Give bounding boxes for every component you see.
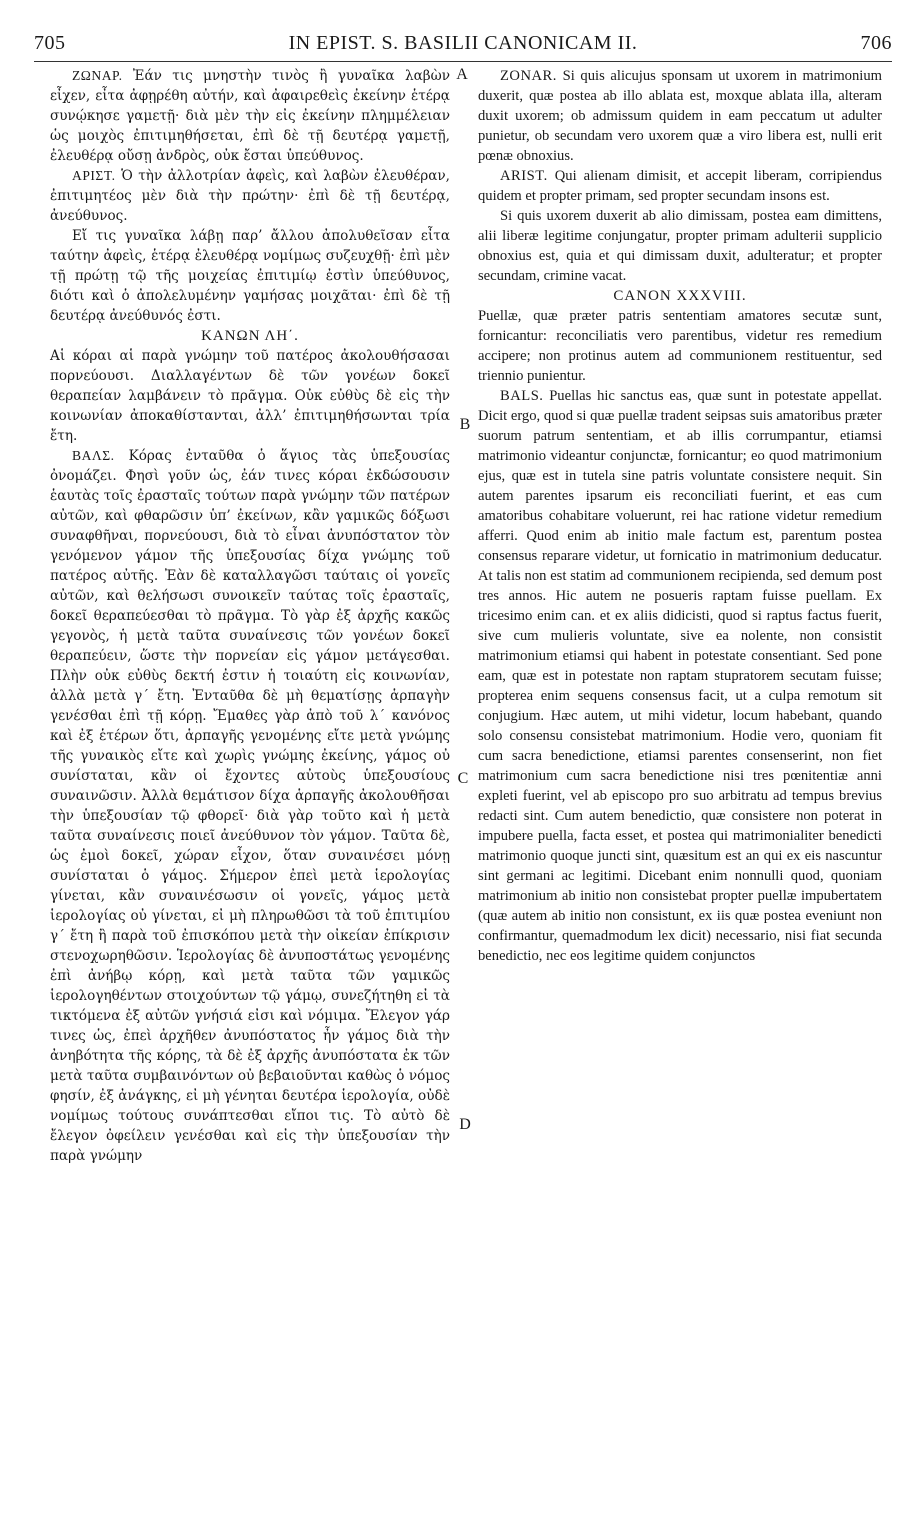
running-title: IN EPIST. S. BASILII CANONICAM II. <box>288 32 638 54</box>
latin-canon-text: Puellæ, quæ præter patris sententiam amatores secutæ sunt, fornicantur: reconciliatis vero parentibus, videtur res remedium accipere; non protinus autem ad communionem restituentur, sed triennio punientur. <box>478 308 882 384</box>
greek-zonar-text: Ἐάν τις μνηστὴν τινὸς ἢ γυναῖκα λαβὼν εἶχεν, εἶτα ἀφῃρέθη αὐτήν, καὶ ἀφαιρεθεὶς ἐκείνην ἑτέρᾳ συνῴκησε γαμετῇ· διὰ μὲν τὴν εἰς ἐκείνην πλημμέλειαν ὡς μοιχὸς ἐπιτιμηθήσεται, ἐπὶ δὲ τῇ δευτέρᾳ γαμετῇ, ἐλευθέρᾳ οὔσῃ ἀνδρὸς, οὐκ ἔσται ὑπεύθυνος. <box>50 68 450 164</box>
greek-arist-paragraph-2: Εἴ τις γυναῖκα λάβῃ παρ’ ἄλλου ἀπολυθεῖσαν εἶτα ταύτην ἀφεὶς, ἑτέρᾳ ἐλευθέρᾳ νομίμως συζευχθῇ· ἐπὶ μὲν τῇ πρώτῃ τῷ τῆς μοιχείας ἐπιτιμίῳ ἐστὶν ὑπεύθυνος, διότι καὶ ὁ ἀπολελυμένην γαμήσας μοιχᾶται· ἐπὶ δὲ τῇ δευτέρᾳ ἀνεύθυνός ἐστι. <box>50 228 450 324</box>
greek-arist-text: Ὁ τὴν ἀλλοτρίαν ἀφεὶς, καὶ λαβὼν ἐλευθέραν, ἐπιτιμητέος μὲν διὰ τὴν πρώτην· ἐπὶ δὲ τῇ δευτέρᾳ, ἀνεύθυνος. <box>50 168 450 224</box>
greek-canon-text: Αἱ κόραι αἱ παρὰ γνώμην τοῦ πατέρος ἀκολουθήσασαι πορνεύουσι. Διαλλαγέντων δὲ τῶν γονέων δοκεῖ θεραπείαν λαμβάνειν τὸ πρᾶγμα. Οὐκ εὐθὺς δὲ εἰς τὴν κοινωνίαν ἀποκαθίστανται, ἀλλ’ ἐπιτιμηθήσωνται τρία ἔτη. <box>50 348 450 444</box>
greek-canon-heading: ΚΑΝΩΝ ΛΗ΄. <box>201 328 299 344</box>
latin-arist-paragraph <box>478 166 882 206</box>
latin-bals-label: BALS. <box>500 388 544 404</box>
margin-letter-b: B <box>459 416 471 433</box>
greek-arist-label: ΑΡΙΣΤ. <box>72 168 116 183</box>
latin-column <box>478 66 882 966</box>
latin-arist-text: Qui alienam dimisit, et accepit liberam, corripiendus quidem et propter primam, sed propter secundam insons est. <box>478 168 882 204</box>
latin-arist-label: ARIST. <box>500 168 548 184</box>
latin-zonar-paragraph <box>478 66 882 166</box>
page-number-left: 705 <box>34 32 66 54</box>
header-rule <box>34 61 892 62</box>
page-number-right: 706 <box>860 32 892 54</box>
latin-bals-paragraph <box>478 386 882 966</box>
running-header <box>34 32 892 60</box>
greek-bals-label: ΒΑΛΣ. <box>72 448 115 463</box>
latin-zonar-text: Si quis alicujus sponsam ut uxorem in matrimonium duxerit, quæ postea ab illo ablata est, moxque ablata illa, alteram duxit uxorem; ob admissum quidem in eam peccatum ut adulter punietur, ob secundam vero uxorem quæ a viro libera est, nulli erit pœnæ obnoxius. <box>478 68 882 164</box>
greek-arist-paragraph <box>50 166 450 226</box>
latin-bals-text: Puellas hic sanctus eas, quæ sunt in potestate appellat. Dicit ergo, quod si quæ puellæ tradent seipsas suis amatoribus præter suorum patrum sententiam, et ab illis corrumpantur, etiamsi matrimonio videantur conjunctæ, fornicantur; eo quod matrimonium ejus, quæ est in tutela sine patris voluntate consistere nequit. Sin autem parentes ipsarum eis reconciliati fuerint, et eas cum amatoribus cohabitare voluerunt, rei hac ratione videtur remedium afferri. Quod enim ab initio male factum est, parentum postea consensus reparare videtur, ut fornicatio in matrimonium deducatur. At talis non est statim ad communionem recipienda, sed demum post tres annos. Hic autem ne posueris raptam fuisse puellam. Ex tricesimo enim can. et ex aliis didicisti, quod si raptus factus fuerit, sive cum mulieris voluntate, sive ea nolente, non consistit matrimonium etiamsi qui habent in potestate consentiant. Sed pone eam, quæ est in potestate non raptam stupratorem secutam fuisse; propterea enim sequens consensus facit, ut a culpa remotum sit conjugium. Hæc autem, ut mihi videtur, locum habebant, quando solo consensu consistebat matrimonium. Hodie vero, quoniam fit cum sacra benedictione, etiamsi parentes consenserint, non fiet matrimonium cum sacra benedictione nisi tres pœnitentiæ anni expleti fuerint, vel ab episcopo pro suo arbitratu ad tempus brevius redacti sint. Cum autem benedictio, quæ consistere non poterat in impubere puella, facta esset, et postea qui matrimonialiter benedicti matrimonio quoque juncti sint, quæsitum est an qui ex eis nascuntur sint germani ac legitimi. Dicebant enim nonnulli quod, quoniam matrimonium ab initio non consistebat propter puellæ impubertatem (quæ autem ab initio non consistunt, ex iis quæ postea eveniunt non confirmantur, quemadmodum lex dicit) necessario, nisi fiat secunda benedictio, nec eos legitime quidem conjunctos <box>478 388 882 964</box>
greek-bals-paragraph <box>50 446 450 1166</box>
greek-bals-text: Κόρας ἐνταῦθα ὁ ἅγιος τὰς ὑπεξουσίας ὀνομάζει. Φησὶ γοῦν ὡς, ἐάν τινες κόραι ἐκδώσουσιν ἑαυτὰς τοῖς ἐρασταῖς τούτων παρὰ γνώμην τῶν πατέρων αὐτῶν, καὶ φθαρῶσιν ὑπ’ ἐκείνων, κἂν γαμικῶς δόξωσι συναφθῆναι, πορνεύουσι, διὰ τὸ εἶναι ἀνυπόστατον τὸν γενόμενον γάμον τῆς ὑπεξουσίας δίχα γνώμης τοῦ πατέρος αὐτῆς. Ἐὰν δὲ καταλλαγῶσι ταύταις οἱ γονεῖς αὐτῶν, καὶ θελήσωσι συνοικεῖν ταύτας τοῖς ἐρασταῖς, δοκεῖ θεραπεύεσθαι τὸ πρᾶγμα. Τὸ γὰρ ἐξ ἀρχῆς κακῶς γεγονὸς, ἡ μετὰ ταῦτα συναίνεσις τῶν γονέων δοκεῖ θεραπεύειν, ὥστε τὴν πορνείαν εἰς γάμον μετάγεσθαι. Πλὴν οὐκ εὐθὺς δεκτή ἐστιν ἡ τοιαύτη εἰς κοινωνίαν, ἀλλὰ μετὰ γ΄ ἔτη. Ἐνταῦθα δὲ μὴ θεματίσῃς ἁρπαγὴν γενέσθαι ἐπὶ τῇ κόρῃ. Ἔμαθες γὰρ ἀπὸ τοῦ λ΄ κανόνος καὶ ἐξ ἑτέρων ὅτι, ἁρπαγῆς γενομένης εἴτε μετὰ γνώμης τῆς γυναικὸς εἴτε καὶ χωρὶς γνώμης ἐκείνης, γάμος οὐ συνίσταται, κἂν οἱ ἔχοντες αὐτοὺς ὑπεξουσίους συναινῶσιν. Ἀλλὰ θεμάτισον δίχα ἁρπαγῆς ἀκολουθῆσαι τὴν ὑπεξουσίαν τῷ φθορεῖ· διὰ γὰρ τοῦτο καὶ ἡ μετὰ ταῦτα συναίνεσις ποιεῖ ἀνεύθυνον τὸν γάμον. Ταῦτα δὲ, ὡς ἐμοὶ δοκεῖ, χώραν εἶχον, ὅταν συναινέσει μόνῃ συνίσταται ὁ γάμος. Σήμερον ἐπεὶ μετὰ ἱερολογίας γίνεται, κἂν συναινέσωσιν οἱ γονεῖς, γάμος μετὰ ἱερολογίας οὐ γίνεται, εἰ μὴ πληρωθῶσι τὰ τοῦ ἐπιτιμίου γ΄ ἔτη ἢ παρὰ τοῦ ἐπισκόπου μετὰ τὴν οἰκείαν ἐπίκρισιν στενοχωρηθῶσιν. Ἱερολογίας δὲ ἀνυποστάτως γενομένης ἐπὶ ἀνήβῳ κόρῃ, καὶ μετὰ ταῦτα τῶν γαμικῶς ἱερολογηθέντων στοιχούντων τῷ γάμῳ, συνεζήτηθη εἰ τὰ τικτόμενα ἐξ αὐτῶν γνήσιά εἰσι καὶ νόμιμα. Ἔλεγον γάρ τινες ὡς, ἐπεὶ ἀρχῆθεν ἀνυπόστατος ἦν γάμος διὰ τὴν ἀνηβότητα τῆς κόρης, τὰ δὲ ἐξ ἀρχῆς ἀνυπόστατα ἐκ τῶν μετὰ ταῦτα συμβαινόντων οὐ βεβαιοῦνται καθὼς ὁ νόμος φησίν, ἐξ ἀνάγκης, εἰ μὴ γένηται δευτέρα ἱερολογία, οὐδὲ νομίμως τούτους συνάπτεσθαι εἴποι τις. Τὸ αὐτὸ δὲ ἔλεγον ὀφείλειν γενέσθαι καὶ εἰς τὴν ὑπεξουσίαν τὴν παρὰ γνώμην <box>50 448 451 1164</box>
greek-column <box>50 66 450 1166</box>
latin-zonar-label: ZONAR. <box>500 68 557 84</box>
greek-zonar-paragraph <box>50 66 450 166</box>
margin-letter-d: D <box>459 1116 471 1133</box>
margin-letter-c: C <box>457 770 469 787</box>
latin-canon-heading: CANON XXXVIII. <box>613 288 747 304</box>
latin-arist-paragraph-2: Si quis uxorem duxerit ab alio dimissam, postea eam dimittens, alii liberæ legitime conjungatur, propter primam adulterii supplicio obnoxius est, quia et qui dimissam duxit, adulteratur; et propter secundam, crimine vacat. <box>478 208 882 284</box>
greek-zonar-label: ΖΩΝΑΡ. <box>72 68 123 83</box>
margin-letter-a: A <box>456 66 468 83</box>
